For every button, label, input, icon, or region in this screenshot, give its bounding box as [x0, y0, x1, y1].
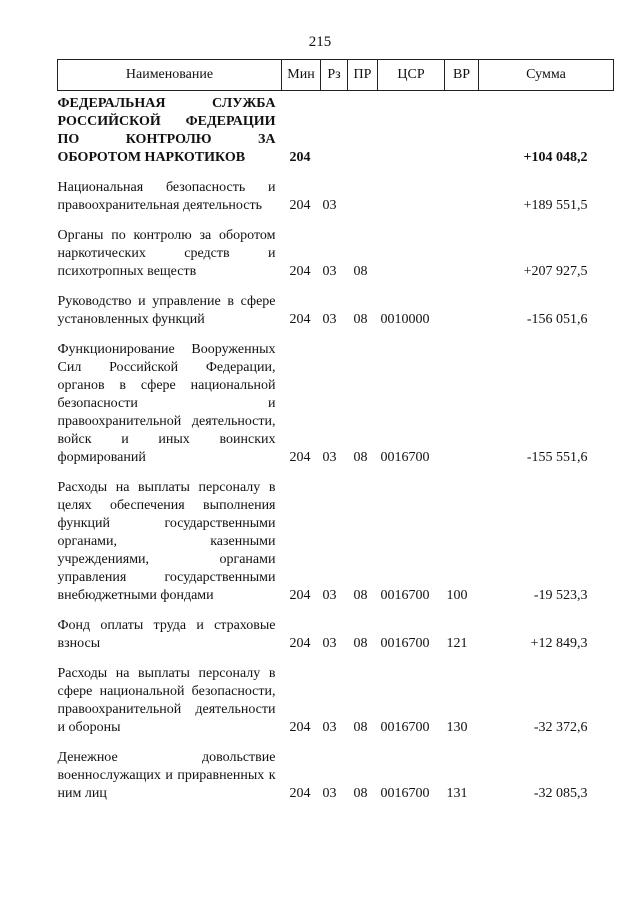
budget-table — [57, 59, 614, 803]
row-csr: 0016700 — [380, 450, 430, 465]
header-csr: ЦСР — [378, 60, 445, 91]
table-row — [58, 737, 614, 803]
row-pr: 08 — [353, 636, 368, 651]
row-sum: -156 051,6 — [526, 312, 588, 327]
row-min: 204 — [289, 198, 311, 213]
row-vr: 121 — [446, 636, 468, 651]
header-min: Мин — [282, 60, 321, 91]
row-min: 204 — [289, 588, 311, 603]
row-vr: 100 — [446, 588, 468, 603]
table-row — [58, 605, 614, 653]
row-rz: 03 — [322, 720, 337, 735]
row-csr: 0016700 — [380, 720, 430, 735]
row-name: Денежное довольствие военнослужащих и приравненных к ним лиц — [57, 750, 276, 801]
table-row — [58, 91, 614, 168]
row-rz: 03 — [322, 312, 337, 327]
row-min: 204 — [289, 450, 311, 465]
row-pr: 08 — [353, 720, 368, 735]
header-sum: Сумма — [479, 60, 614, 91]
row-name: Органы по контролю за оборотом наркотических средств и психотропных веществ — [57, 228, 276, 279]
row-min: 204 — [289, 150, 311, 165]
row-vr — [445, 167, 479, 215]
row-csr: 0016700 — [380, 588, 430, 603]
row-pr: 08 — [353, 588, 368, 603]
row-rz: 03 — [322, 588, 337, 603]
row-vr — [445, 329, 479, 467]
table-row — [58, 167, 614, 215]
row-vr — [445, 215, 479, 281]
table-header-row — [58, 60, 614, 91]
row-name: Расходы на выплаты персоналу в целях обеспечения выполнения функций государственными органами, казенными учреждениями, органами управления государственными внебюджетными фондами — [57, 480, 276, 603]
row-sum: -19 523,3 — [533, 588, 588, 603]
row-name: Фонд оплаты труда и страховые взносы — [57, 618, 276, 651]
table-row — [58, 215, 614, 281]
row-pr — [348, 91, 378, 168]
row-rz: 03 — [322, 198, 337, 213]
row-name: Функционирование Вооруженных Сил Российской Федерации, органов в сфере национальной безопасности и правоохранительной деятельности, войск и иных воинских формирований — [57, 342, 276, 465]
table-row — [58, 329, 614, 467]
header-pr: ПР — [348, 60, 378, 91]
header-rz: Рз — [321, 60, 348, 91]
row-rz: 03 — [322, 264, 337, 279]
row-name: ФЕДЕРАЛЬНАЯ СЛУЖБА РОССИЙСКОЙ ФЕДЕРАЦИИ ПО КОНТРОЛЮ ЗА ОБОРОТОМ НАРКОТИКОВ — [57, 96, 276, 165]
row-sum: +207 927,5 — [523, 264, 588, 279]
row-csr — [378, 167, 445, 215]
row-sum: -155 551,6 — [526, 450, 588, 465]
row-vr: 130 — [446, 720, 468, 735]
row-sum: +189 551,5 — [523, 198, 588, 213]
row-min: 204 — [289, 786, 311, 801]
page-number: 215 — [308, 34, 332, 50]
row-csr — [378, 215, 445, 281]
row-vr — [445, 281, 479, 329]
row-rz: 03 — [322, 636, 337, 651]
header-vr: ВР — [445, 60, 479, 91]
header-name: Наименование — [58, 60, 282, 91]
table-row — [58, 653, 614, 737]
row-vr: 131 — [446, 786, 468, 801]
row-min: 204 — [289, 720, 311, 735]
row-pr: 08 — [353, 264, 368, 279]
row-rz: 03 — [322, 450, 337, 465]
row-name: Руководство и управление в сфере установленных функций — [57, 294, 276, 327]
row-rz — [321, 91, 348, 168]
row-min: 204 — [289, 636, 311, 651]
row-csr: 0016700 — [380, 786, 430, 801]
row-pr: 08 — [353, 786, 368, 801]
table-row — [58, 467, 614, 605]
row-name: Национальная безопасность и правоохранительная деятельность — [57, 180, 276, 213]
row-sum: +12 849,3 — [530, 636, 588, 651]
row-min: 204 — [289, 312, 311, 327]
row-name: Расходы на выплаты персоналу в сфере национальной безопасности, правоохранительной деятельности и обороны — [57, 666, 276, 735]
row-pr — [348, 167, 378, 215]
row-sum: -32 372,6 — [533, 720, 588, 735]
row-vr — [445, 91, 479, 168]
row-min: 204 — [289, 264, 311, 279]
row-pr: 08 — [353, 450, 368, 465]
row-csr — [378, 91, 445, 168]
row-csr: 0010000 — [380, 312, 430, 327]
row-sum: -32 085,3 — [533, 786, 588, 801]
table-row — [58, 281, 614, 329]
row-sum: +104 048,2 — [523, 150, 588, 165]
row-pr: 08 — [353, 312, 368, 327]
row-csr: 0016700 — [380, 636, 430, 651]
row-rz: 03 — [322, 786, 337, 801]
